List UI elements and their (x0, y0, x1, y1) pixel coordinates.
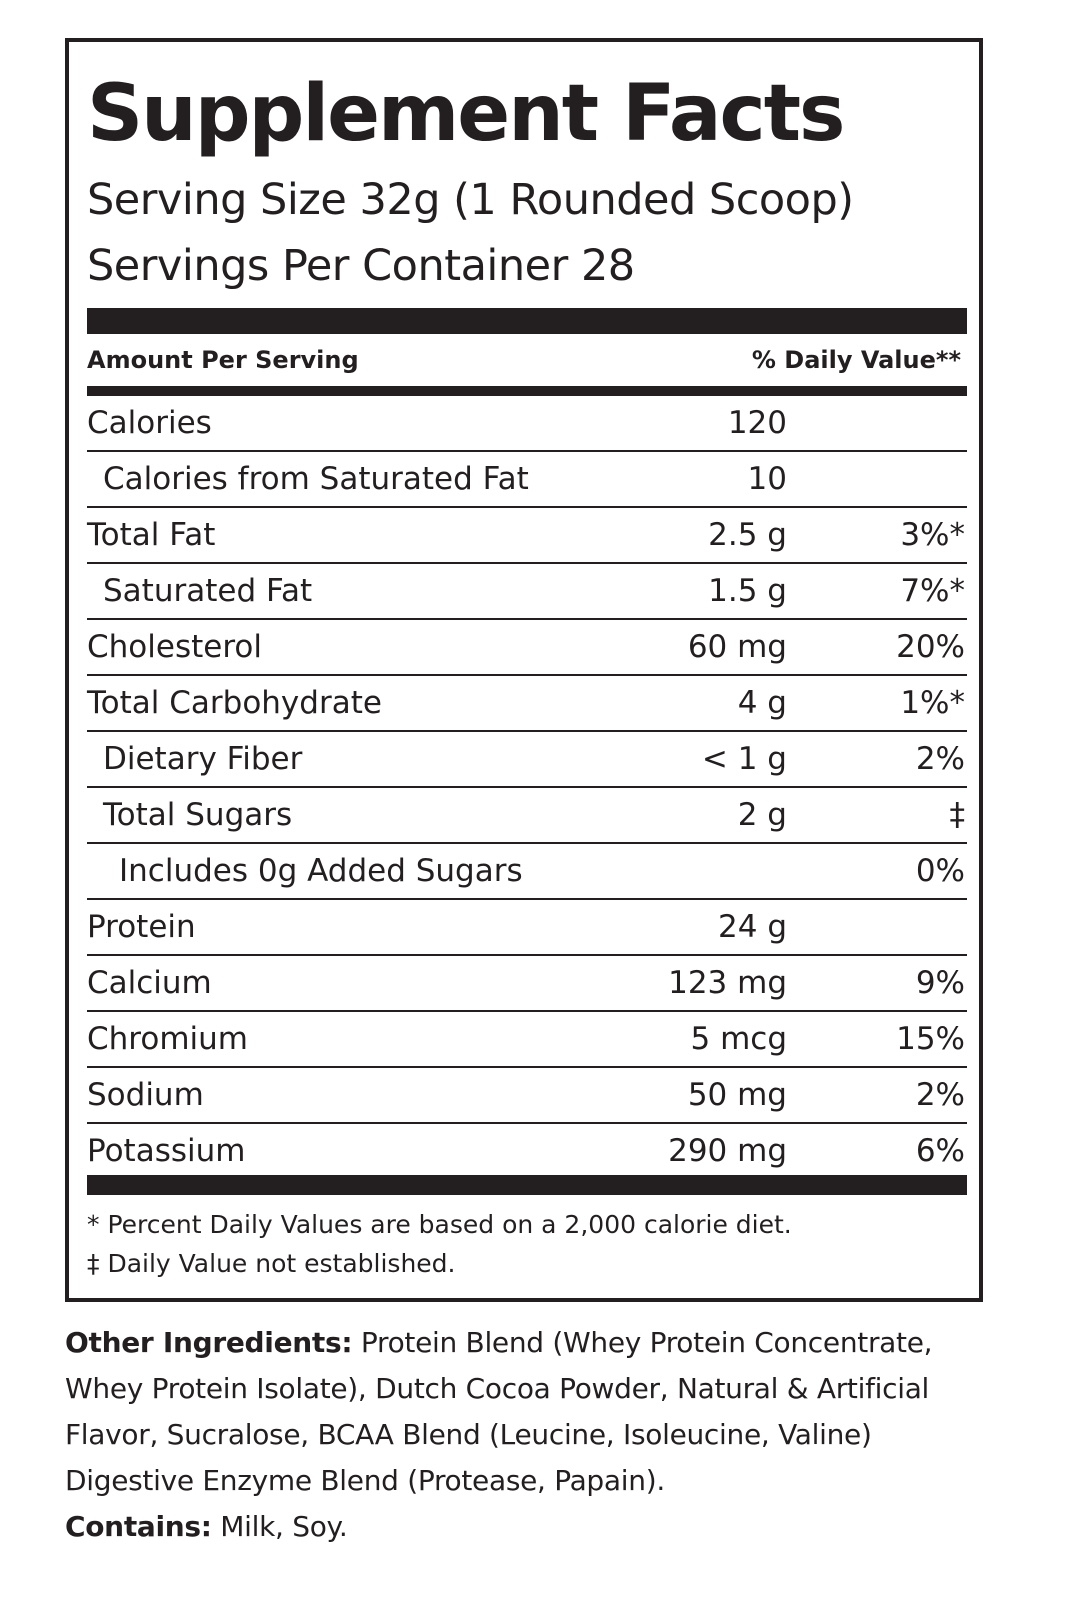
ingredients-paragraph (65, 1320, 995, 1550)
nutrient-name: Chromium (87, 1021, 248, 1057)
nutrient-amount: 60 mg (687, 629, 787, 665)
nutrient-daily-value: 9% (915, 965, 965, 1001)
nutrient-name: Protein (87, 909, 196, 945)
nutrient-daily-value: 7%* (900, 573, 965, 609)
servings-per-container: Servings Per Container 28 (87, 241, 635, 291)
nutrient-daily-value: 0% (915, 853, 965, 889)
supplement-facts-panel (65, 38, 983, 1302)
nutrient-row (87, 788, 967, 844)
nutrient-daily-value: 15% (896, 1021, 965, 1057)
nutrient-daily-value: 2% (915, 1077, 965, 1113)
nutrient-name: Total Carbohydrate (87, 685, 382, 721)
nutrient-amount: 290 mg (668, 1133, 787, 1169)
nutrient-name: Cholesterol (87, 629, 262, 665)
nutrient-name: Calories from Saturated Fat (103, 461, 529, 497)
nutrient-daily-value: 20% (896, 629, 965, 665)
nutrient-row (87, 1124, 967, 1178)
nutrient-amount: 10 (747, 461, 787, 497)
thick-divider (87, 308, 967, 334)
nutrient-name: Calories (87, 405, 212, 441)
nutrient-row (87, 956, 967, 1012)
nutrient-row (87, 564, 967, 620)
nutrient-daily-value: 6% (915, 1133, 965, 1169)
nutrient-row (87, 844, 967, 900)
nutrient-row (87, 1012, 967, 1068)
nutrient-daily-value: 1%* (900, 685, 965, 721)
nutrient-amount: 1.5 g (708, 573, 787, 609)
other-ingredients-text: Protein Blend (Whey Protein Concentrate, Whey Protein Isolate), Dutch Cocoa Powder, Natural & Artificial Flavor, Sucralose, BCAA Blend (Leucine, Isoleucine, Valine) Digestive Enzyme Blend (Protease, Papain). (65, 1326, 933, 1497)
nutrient-row (87, 676, 967, 732)
nutrient-amount: 4 g (737, 685, 787, 721)
nutrient-name: Dietary Fiber (103, 741, 303, 777)
nutrient-name: Total Fat (87, 517, 216, 553)
nutrient-amount: 24 g (718, 909, 787, 945)
nutrient-name: Calcium (87, 965, 212, 1001)
bottom-divider (87, 1175, 967, 1195)
serving-size: Serving Size 32g (1 Rounded Scoop) (87, 175, 854, 225)
nutrient-amount: 123 mg (668, 965, 787, 1001)
panel-title: Supplement Facts (87, 69, 844, 159)
amount-per-serving-header: Amount Per Serving (87, 346, 359, 374)
nutrient-daily-value: 2% (915, 741, 965, 777)
header-divider (87, 386, 967, 396)
nutrient-name: Potassium (87, 1133, 246, 1169)
daily-value-header: % Daily Value** (751, 346, 961, 374)
nutrient-row (87, 452, 967, 508)
other-ingredients-label: Other Ingredients: (65, 1326, 353, 1359)
nutrient-row (87, 508, 967, 564)
footnote-daily-values: * Percent Daily Values are based on a 2,000 calorie diet. (87, 1210, 792, 1239)
nutrient-name: Total Sugars (103, 797, 293, 833)
nutrient-amount: 50 mg (687, 1077, 787, 1113)
nutrient-name: Includes 0g Added Sugars (119, 853, 523, 889)
nutrient-table (87, 396, 967, 1178)
nutrient-row (87, 396, 967, 452)
nutrient-row (87, 1068, 967, 1124)
nutrient-daily-value: 3%* (900, 517, 965, 553)
nutrient-row (87, 732, 967, 788)
nutrient-row (87, 620, 967, 676)
nutrient-daily-value: ‡ (949, 797, 965, 833)
nutrient-amount: 120 (727, 405, 787, 441)
footnote-not-established: ‡ Daily Value not established. (87, 1249, 456, 1278)
nutrient-amount: < 1 g (701, 741, 787, 777)
nutrient-name: Sodium (87, 1077, 204, 1113)
contains-text: Milk, Soy. (211, 1510, 348, 1543)
contains-label: Contains: (65, 1510, 212, 1543)
nutrient-row (87, 900, 967, 956)
nutrient-amount: 5 mcg (690, 1021, 787, 1057)
nutrient-amount: 2.5 g (708, 517, 787, 553)
nutrient-name: Saturated Fat (103, 573, 313, 609)
nutrient-amount: 2 g (737, 797, 787, 833)
